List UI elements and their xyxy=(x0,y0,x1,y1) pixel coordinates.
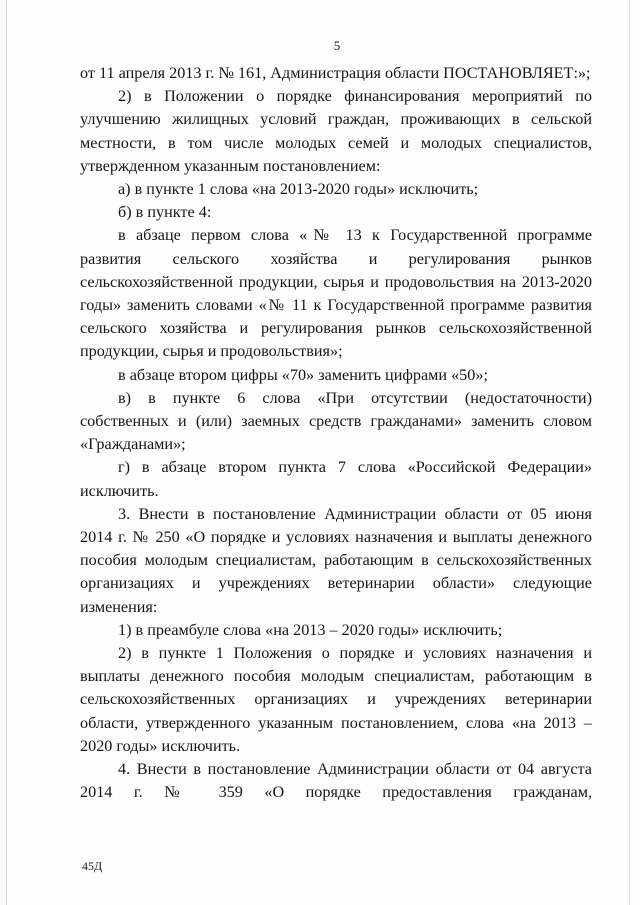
page-number: 5 xyxy=(333,38,341,53)
paragraph-section-3-item-1: 1) в преамбуле слова «на 2013 – 2020 годы» исключить; xyxy=(118,620,503,639)
paragraph-section-3-item-2: 2) в пункте 1 Положения о порядке и условиях назначения и выплаты денежного пособия молодым специалистам, работающим в сельскохозяйственных организациях и учреждениях ветеринарии области, утвержденного указанным постановлением, слова «на 2013 – 2020 годы» исключить. xyxy=(80,644,592,755)
paragraph-continuation: от 11 апреля 2013 г. № 161, Администрация области ПОСТАНОВЛЯЕТ:»; xyxy=(80,64,591,82)
paragraph-item-v: в) в пункте 6 слова «При отсутствии (недостаточности) собственных и (или) заемных средств гражданами» заменить словом «Гражданами»; xyxy=(80,388,592,454)
paragraph-abzac-first: в абзаце первом слова «№ 13 к Государственной программе развития сельского хозяйства и регулирования рынков сельскохозяйственной продукции, сырья и продовольствия на 2013-2020 годы» заменить словами «№ 11 к Государственной программе развития сельского хозяйства и регулирования рынков сельскохозяйственной продукции, сырья и продовольствия»; xyxy=(80,226,592,361)
paragraph-item-b: б) в пункте 4: xyxy=(118,203,212,222)
paragraph-item-a: а) в пункте 1 слова «на 2013-2020 годы» исключить; xyxy=(118,180,479,199)
paragraph-section-3: 3. Внести в постановление Администрации области от 05 июня 2014 г. № 250 «О порядке и условиях назначения и выплаты денежного пособия молодым специалистам, работающим в сельскохозяйственных организациях и учреждениях ветеринарии области» следующие изменения: xyxy=(80,504,592,616)
document-body xyxy=(80,62,592,805)
paragraph-item-g: г) в абзаце втором пункта 7 слова «Российской Федерации» исключить. xyxy=(80,458,592,500)
scan-edge-left xyxy=(6,0,7,905)
paragraph-item-2: 2) в Положении о порядке финансирования мероприятий по улучшению жилищных условий граждан, проживающих в сельской местности, в том числе молодых семей и молодых специалистов, утвержденном указанным постановлением: xyxy=(80,87,592,175)
footer-code: 45Д xyxy=(82,859,103,873)
scan-edge-right xyxy=(629,0,630,905)
paragraph-section-4: 4. Внести в постановление Администрации области от 04 августа 2014 г. № 359 «О порядке предоставления гражданам, xyxy=(80,760,592,802)
paragraph-abzac-second: в абзаце втором цифры «70» заменить цифрами «50»; xyxy=(118,365,488,384)
